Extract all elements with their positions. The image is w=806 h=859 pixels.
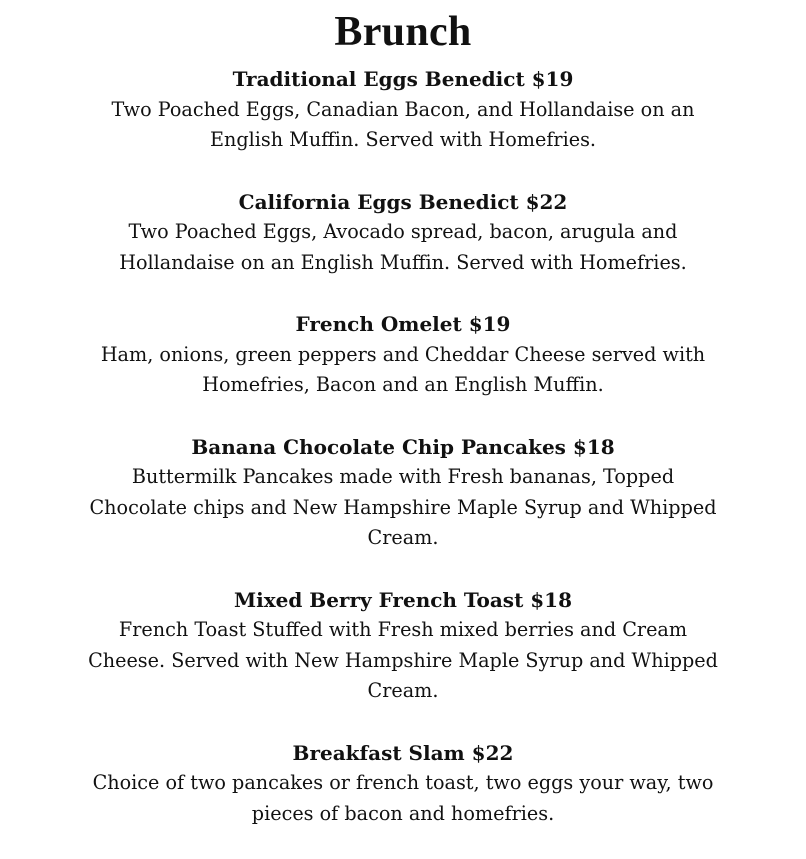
menu-item-breakfast-slam [0, 738, 806, 830]
menu-item-california-eggs-benedict [0, 187, 806, 279]
item-name: Breakfast Slam $22 [292, 740, 514, 765]
item-description: Buttermilk Pancakes made with Fresh bananas, Topped Chocolate chips and New Hampshire Maple Syrup and Whipped Cream. [89, 465, 717, 549]
item-description: Choice of two pancakes or french toast, two eggs your way, two pieces of bacon and homefries. [92, 771, 714, 825]
item-name: California Eggs Benedict $22 [238, 189, 568, 214]
item-description: Ham, onions, green peppers and Cheddar Cheese served with Homefries, Bacon and an English Muffin. [100, 342, 706, 396]
menu-item-banana-chocolate-chip-pancakes [0, 432, 806, 554]
item-description: Two Poached Eggs, Canadian Bacon, and Hollandaise on an English Muffin. Served with Homefries. [111, 97, 695, 151]
item-description: Two Poached Eggs, Avocado spread, bacon, arugula and Hollandaise on an English Muffin. Served with Homefries. [119, 220, 687, 274]
page-title: Brunch [334, 9, 472, 55]
item-name: French Omelet $19 [295, 312, 511, 336]
item-name: Mixed Berry French Toast $18 [233, 587, 573, 612]
menu-item-traditional-eggs-benedict [0, 64, 806, 156]
menu-item-mixed-berry-french-toast [0, 585, 806, 707]
item-description: French Toast Stuffed with Fresh mixed berries and Cream Cheese. Served with New Hampshire Maple Syrup and Whipped Cream. [88, 618, 718, 702]
item-name: Traditional Eggs Benedict $19 [232, 67, 574, 91]
menu-item-french-omelet [0, 309, 806, 401]
item-name: Banana Chocolate Chip Pancakes $18 [191, 434, 615, 459]
